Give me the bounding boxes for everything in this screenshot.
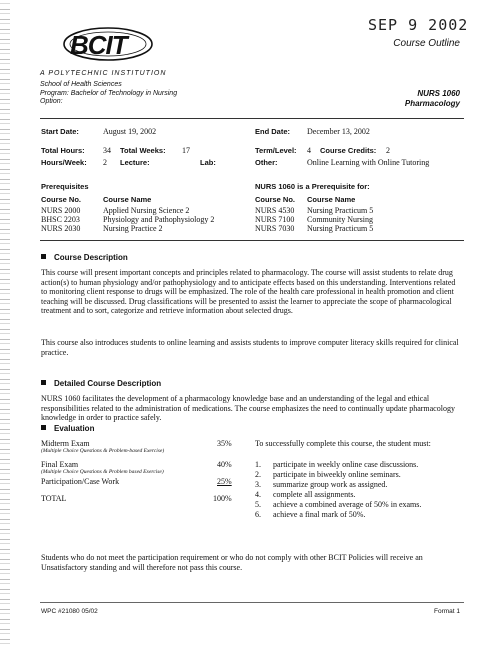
course-description-heading [41,253,128,262]
eval-total-label: TOTAL [41,494,67,503]
table-row: Nursing Practicum 5 [307,224,374,234]
table-row: NURS 7100 [255,215,295,225]
table-row: Applied Nursing Science 2 [103,206,190,215]
table-row: NURS 4530 [255,206,295,215]
total-hours-label: Total Hours: [41,146,85,155]
scan-edge-noise [0,0,10,647]
hours-week-label: Hours/Week: [41,158,87,167]
detailed-description-heading [41,379,161,388]
eval-row-participation: Participation/Case Work [41,477,120,486]
end-date-label: End Date: [255,127,291,136]
requirements-list [255,460,421,519]
section-title: Course Description [54,253,128,262]
prereq-for-course-names [307,206,373,234]
eval-row-midterm-pct: 35% [217,439,232,448]
polytechnic-tagline: A POLYTECHNIC INSTITUTION [40,70,167,77]
program-line: Program: Bachelor of Technology in Nursing [40,89,178,97]
term-level-label: Term/Level: [255,146,297,155]
list-item: 3. summarize group work as assigned. [255,479,388,489]
list-item: 4. complete all assignments. [255,489,356,499]
prerequisites-heading: Prerequisites [41,182,89,191]
lab-label: Lab: [200,158,216,167]
eval-row-final: Final Exam [41,460,79,469]
course-description-p1: This course will present important concepts and principles related to pharmacology. The course will assist students to relate drug action(s) to human physiology and/or pathophysiology and to anticipate effects based on this understanding. Interventions related to monitoring client response to drugs will be emphasized. The role of the health care professional in health promotion and client teaching will be discussed. Drug classifications will be presented to assist the learner to appreciate the scope of pharmacological treatment and to sort, categorize and retrieve information about selected drugs. [41,268,456,316]
total-weeks-value: 17 [182,146,190,155]
course-code: NURS 1060 [417,89,460,98]
table-row: Nursing Practicum 5 [307,206,374,215]
eval-total-pct: 100% [213,494,232,503]
option-line: Option: [40,98,63,105]
course-description-p2: This course also introduces students to online learning and assists students to improve computer literacy skills required for clinical practice. [41,338,459,357]
term-level-value: 4 [307,146,311,155]
table-row: BHSC 2203 [41,215,80,225]
section-title: Evaluation [54,424,95,433]
other-value: Online Learning with Online Tutoring [307,158,430,167]
eval-row-participation-pct: 25% [217,477,232,486]
prereq-course-names [103,206,214,234]
list-item: 1. participate in weekly online case discussions. [255,460,419,469]
course-title: Pharmacology [404,99,460,108]
start-date-label: Start Date: [41,127,79,136]
list-item: 5. achieve a combined average of 50% in exams. [255,499,422,509]
header-rule [40,118,464,119]
lecture-label: Lecture: [120,158,150,167]
other-label: Other: [255,158,278,167]
prerequisite-for-heading: NURS 1060 is a Prerequisite for: [255,182,370,191]
detailed-description-p1: NURS 1060 facilitates the development of a pharmacology knowledge base and an understanding of the legal and ethical responsibilities related to the administration of medications. The course emphasizes the need to continually update pharmacology knowledge in order to practice safely. [41,394,455,423]
table-row: NURS 2030 [41,224,81,234]
school-line: School of Health Sciences [40,81,122,88]
prereq-for-col-course-name: Course Name [307,195,356,204]
prereq-rule [40,240,464,241]
school-info [40,81,177,107]
eval-row-final-pct: 40% [217,460,232,469]
total-weeks-label: Total Weeks: [120,146,166,155]
prereq-course-numbers [41,206,80,234]
prereq-col-course-name: Course Name [103,195,152,204]
footer-rule [40,602,464,603]
start-date-value: August 19, 2002 [103,127,157,136]
evaluation-footer-note: Students who do not meet the participation requirement or who do not comply with other BCIT Policies will receive an Unsatisfactory standing and will therefore not pass this course. [41,553,423,572]
table-row: Physiology and Pathophysiology 2 [103,215,215,225]
table-row: NURS 2000 [41,206,81,215]
prereq-for-col-course-no: Course No. [255,195,296,204]
eval-row-midterm-note: (Multiple Choice Questions & Problem-based Exercise) [41,448,165,454]
evaluation-heading [41,424,94,433]
bullet-square-icon [41,254,46,259]
end-date-value: December 13, 2002 [307,127,370,136]
section-title: Detailed Course Description [54,379,162,388]
course-credits-value: 2 [386,146,390,155]
prereq-col-course-no: Course No. [41,195,82,204]
footer-format: Format 1 [433,608,460,615]
table-row: Community Nursing [307,215,374,225]
footer-form-id: WPC #21080 05/02 [41,608,98,615]
bcit-logo [60,20,160,70]
logo-text: BCIT [70,30,127,60]
received-date-stamp: SEP 9 2002 [368,16,469,34]
bullet-square-icon [41,425,46,430]
requirements-intro: To successfully complete this course, the student must: [255,439,431,448]
eval-row-midterm: Midterm Exam [41,439,90,448]
table-row: NURS 7030 [255,224,295,234]
hours-week-value: 2 [103,158,107,167]
list-item: 2. participate in biweekly online seminars. [255,469,401,479]
bullet-square-icon [41,380,46,385]
list-item: 6. achieve a final mark of 50%. [255,509,366,519]
total-hours-value: 34 [103,146,111,155]
prereq-for-course-numbers [255,206,294,234]
eval-row-final-note: (Multiple Choice Questions & Problem based Exercise) [41,469,164,475]
table-row: Nursing Practice 2 [103,224,163,234]
course-credits-label: Course Credits: [320,146,377,155]
course-outline-label: Course Outline [393,38,460,49]
